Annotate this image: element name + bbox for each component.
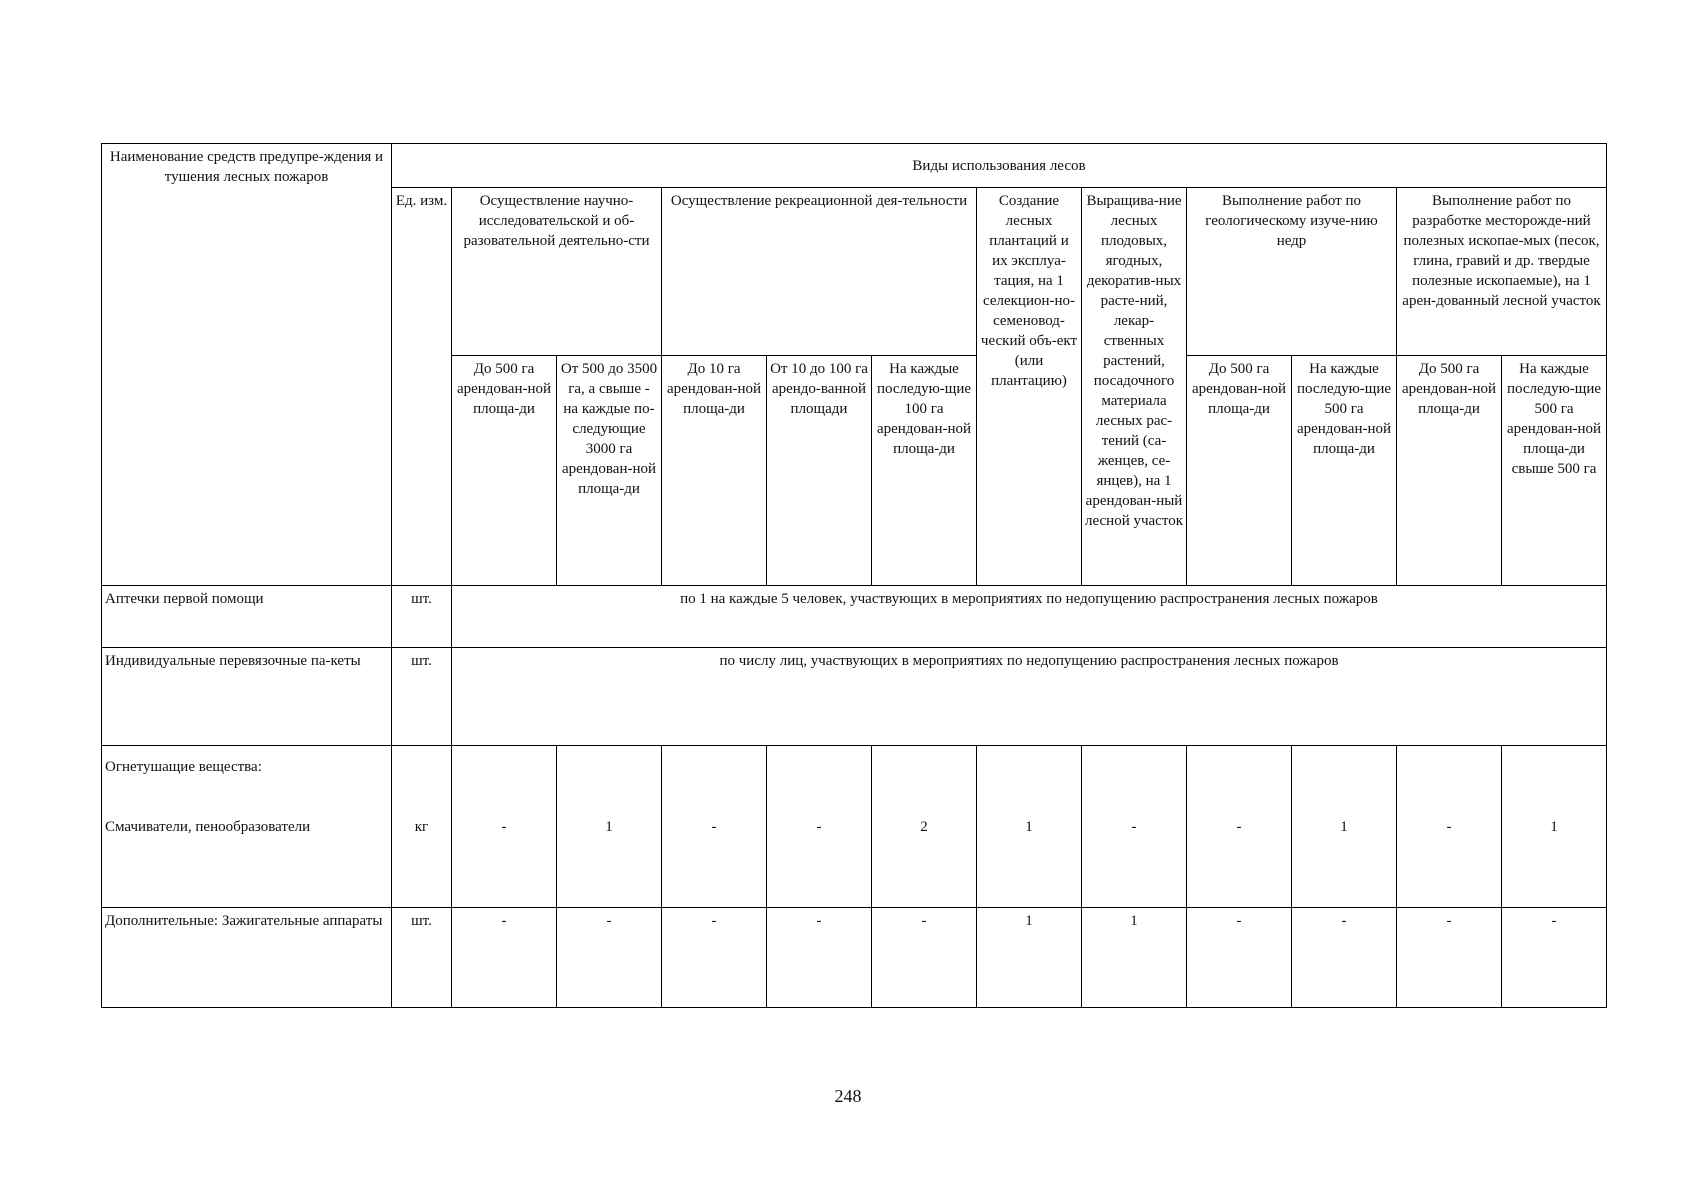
category-recreation: Осуществление рекреационной дея-тельности [662, 188, 977, 356]
table-cell: 1 [977, 746, 1082, 908]
table-cell: 1 [977, 908, 1082, 1008]
subcolumn-research-500-3500: От 500 до 3500 га, а свыше - на каждые по-следующие 3000 га арендован-ной площа-ди [557, 356, 662, 586]
row-unit: шт. [392, 586, 452, 648]
subcolumn-mining-each-500: На каждые последую-щие 500 га арендован-ной площа-ди свыше 500 га [1502, 356, 1607, 586]
row-spacer [105, 777, 388, 817]
table-row-dressing-packs [102, 648, 1607, 746]
equipment-name-header [102, 144, 392, 586]
category-research-education: Осуществление научно-исследовательской и об-разовательной деятельно-сти [452, 188, 662, 356]
subcolumn-geology-each-500: На каждые последую-щие 500 га арендован-ной площа-ди [1292, 356, 1397, 586]
table-cell: - [872, 908, 977, 1008]
subcolumn-recreation-10-100: От 10 до 100 га арендо-ванной площади [767, 356, 872, 586]
equipment-name-header-text: Наименование средств предупре-ждения и тушения лесных пожаров [109, 149, 384, 185]
table-cell: - [1502, 908, 1607, 1008]
table-cell: 1 [1082, 908, 1187, 1008]
row-name: Аптечки первой помощи [102, 586, 392, 648]
table-cell: - [1292, 908, 1397, 1008]
table-cell: - [1397, 908, 1502, 1008]
row-unit: шт. [392, 908, 452, 1008]
row-group-label: Огнетушащие вещества: [105, 759, 262, 775]
category-forest-plantations: Создание лесных плантаций и их эксплуа-тация, на 1 селекцион-но-семеновод-ческий объ-ект (или плантацию) [977, 188, 1082, 586]
table-cell: - [452, 908, 557, 1008]
row-merged-note: по 1 на каждые 5 человек, участвующих в мероприятиях по недопущению распространения лесных пожаров [452, 586, 1607, 648]
subcolumn-mining-up-to-500: До 500 га арендован-ной площа-ди [1397, 356, 1502, 586]
subcolumn-recreation-each-100: На каждые последую-щие 100 га арендован-ной площа-ди [872, 356, 977, 586]
table-cell: - [1187, 746, 1292, 908]
table-row-ignition-devices [102, 908, 1607, 1008]
table-cell: - [1187, 908, 1292, 1008]
table-cell: - [557, 908, 662, 1008]
table-cell: 1 [1502, 746, 1607, 908]
table-cell: - [1082, 746, 1187, 908]
table-cell: - [767, 908, 872, 1008]
forest-use-group-header: Виды использования лесов [392, 144, 1607, 188]
row-name: Дополнительные: Зажигательные аппараты [102, 908, 392, 1008]
table-row-first-aid [102, 586, 1607, 648]
subcolumn-geology-up-to-500: До 500 га арендован-ной площа-ди [1187, 356, 1292, 586]
row-merged-note: по числу лиц, участвующих в мероприятиях по недопущению распространения лесных пожаров [452, 648, 1607, 746]
row-unit: кг [392, 746, 452, 908]
table-cell: - [662, 746, 767, 908]
table-cell: 1 [557, 746, 662, 908]
row-name-cell [102, 746, 392, 908]
table-cell: 1 [1292, 746, 1397, 908]
row-name: Смачиватели, пенообразователи [105, 819, 311, 835]
table-row-extinguishing-agents [102, 746, 1607, 908]
row-name: Индивидуальные перевязочные па-кеты [102, 648, 392, 746]
forest-fire-equipment-table [101, 143, 1607, 1008]
table-cell: 2 [872, 746, 977, 908]
category-mineral-extraction: Выполнение работ по разработке месторожде-ний полезных ископае-мых (песок, глина, гравий и др. твердые полезные ископаемые), на 1 арен-дованный лесной участок [1397, 188, 1607, 356]
subcolumn-research-up-to-500: До 500 га арендован-ной площа-ди [452, 356, 557, 586]
table-cell: - [1397, 746, 1502, 908]
row-unit: шт. [392, 648, 452, 746]
subcolumn-recreation-up-to-10: До 10 га арендован-ной площа-ди [662, 356, 767, 586]
table-cell: - [452, 746, 557, 908]
table-cell: - [767, 746, 872, 908]
unit-header: Ед. изм. [392, 188, 452, 586]
category-plant-cultivation: Выращива-ние лесных плодовых, ягодных, декоратив-ных расте-ний, лекар-ственных растений, посадочного материала лесных рас-тений (са-женцев, се-янцев), на 1 арендован-ный лесной участок [1082, 188, 1187, 586]
header-row-1 [102, 144, 1607, 188]
category-geological-study: Выполнение работ по геологическому изуче-нию недр [1187, 188, 1397, 356]
table-cell: - [662, 908, 767, 1008]
page-number: 248 [834, 1086, 862, 1106]
